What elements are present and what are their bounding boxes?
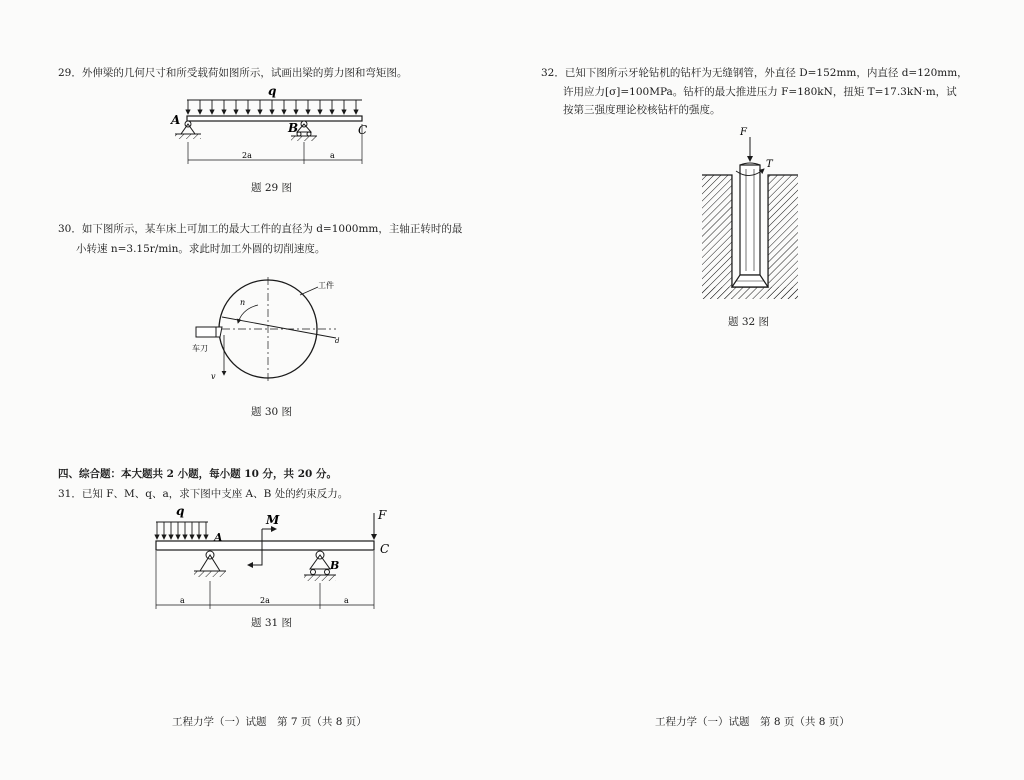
figure-31-beam-diagram (150, 505, 400, 615)
question-31-text: 31．已知 F、M、q、a，求下图中支座 A、B 处的约束反力。 (58, 488, 349, 500)
fig31-label-c: C (380, 542, 390, 556)
fig29-label-c: C (358, 123, 368, 137)
fig30-label-workpiece: 工件 (318, 281, 334, 290)
question-32-text-line2: 许用应力[σ]=100MPa。钻杆的最大推进压力 F=180kN，扭矩 T=17.3kN·m，试 (563, 86, 957, 98)
fig31-dim-a-right: a (344, 596, 349, 605)
fig31-dim-a-left: a (180, 596, 185, 605)
figure-32-drill-rod-diagram (700, 125, 800, 305)
fig30-label-n: n (240, 298, 246, 307)
fig32-label-f: F (740, 127, 747, 138)
figure-29-caption: 题 29 图 (251, 182, 293, 194)
fig31-label-b: B (330, 559, 340, 572)
fig30-label-v: v (211, 372, 216, 381)
fig31-label-m: M (266, 513, 280, 527)
fig31-label-f: F (378, 508, 387, 522)
fig30-label-tool: 车刀 (192, 344, 208, 353)
fig31-label-a: A (214, 531, 223, 544)
fig29-dim-2a: 2a (242, 151, 252, 160)
question-30-text-line2: 小转速 n=3.15r/min。求此时加工外圆的切削速度。 (76, 243, 326, 255)
fig31-dim-2a: 2a (260, 596, 270, 605)
figure-31-caption: 题 31 图 (251, 617, 293, 629)
figure-30-caption: 题 30 图 (251, 406, 293, 418)
fig29-dim-a: a (330, 151, 335, 160)
fig31-q-label: q (176, 504, 185, 518)
fig29-label-b: B (288, 121, 299, 135)
section-4-heading: 四、综合题：本大题共 2 小题，每小题 10 分，共 20 分。 (58, 468, 337, 480)
question-29-text: 29．外伸梁的几何尺寸和所受载荷如图所示，试画出梁的剪力图和弯矩图。 (58, 67, 408, 79)
figure-30-lathe-diagram (190, 275, 350, 385)
footer-page-8: 工程力学（一）试题 第 8 页（共 8 页） (655, 716, 850, 728)
fig29-label-a: A (171, 113, 181, 127)
figure-32-caption: 题 32 图 (728, 316, 770, 328)
question-32-text-line3: 按第三强度理论校核钻杆的强度。 (563, 104, 721, 116)
question-32-text-line1: 32．已知下图所示牙轮钻机的钻杆为无缝钢管，外直径 D=152mm，内直径 d=120mm， (541, 67, 968, 79)
fig29-q-label: q (268, 84, 277, 98)
question-30-text-line1: 30．如下图所示，某车床上可加工的最大工件的直径为 d=1000mm，主轴正转时的最 (58, 223, 463, 235)
footer-page-7: 工程力学（一）试题 第 7 页（共 8 页） (172, 716, 367, 728)
fig32-label-t: T (766, 159, 773, 170)
figure-29-beam-diagram (160, 80, 380, 170)
fig30-label-d: d (335, 337, 340, 345)
